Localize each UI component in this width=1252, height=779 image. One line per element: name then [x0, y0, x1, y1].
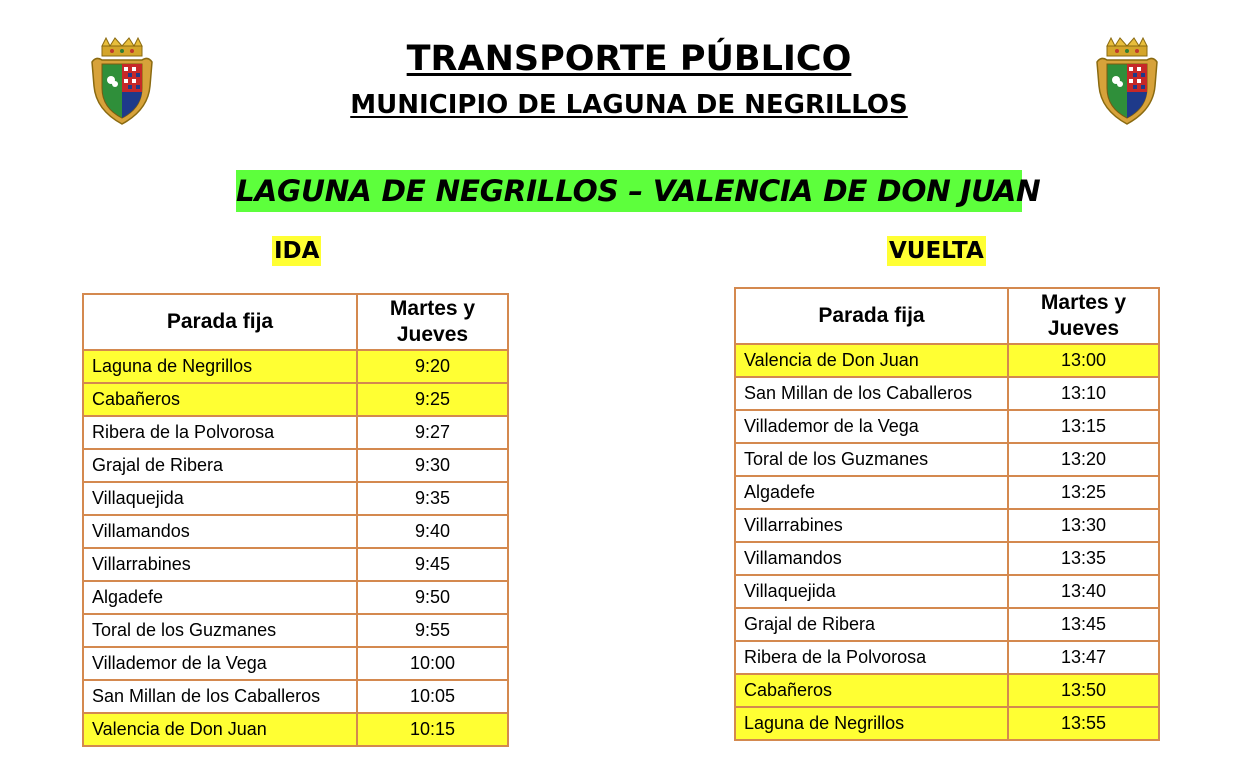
route-banner: LAGUNA DE NEGRILLOS – VALENCIA DE DON JUAN: [236, 170, 1022, 212]
departure-time-cell: 13:15: [1008, 410, 1159, 443]
departure-time-cell: 9:35: [357, 482, 508, 515]
table-row: [735, 377, 1159, 410]
stop-name-cell: Villademor de la Vega: [83, 647, 357, 680]
page-title: TRANSPORTE PÚBLICO: [406, 39, 852, 79]
table-row: [735, 575, 1159, 608]
ida-label: IDA: [274, 238, 320, 264]
departure-time-cell: 13:40: [1008, 575, 1159, 608]
departure-time-cell: 13:25: [1008, 476, 1159, 509]
stop-name-cell: Grajal de Ribera: [83, 449, 357, 482]
table-row: [83, 713, 508, 746]
time-column-header: [1008, 288, 1159, 344]
time-header-line-1: Martes y: [1040, 291, 1127, 314]
departure-time-cell: 9:40: [357, 515, 508, 548]
stop-name-cell: Villademor de la Vega: [735, 410, 1008, 443]
departure-time-cell: 13:50: [1008, 674, 1159, 707]
stop-name-cell: Villarrabines: [83, 548, 357, 581]
stop-name-cell: Villaquejida: [83, 482, 357, 515]
departure-time-cell: 13:10: [1008, 377, 1159, 410]
stop-name-cell: Villaquejida: [735, 575, 1008, 608]
stop-name-cell: Valencia de Don Juan: [83, 713, 357, 746]
departure-time-cell: 13:45: [1008, 608, 1159, 641]
table-row: [735, 509, 1159, 542]
stop-name-cell: Toral de los Guzmanes: [735, 443, 1008, 476]
table-row: [735, 707, 1159, 740]
stop-name-cell: Cabañeros: [83, 383, 357, 416]
stop-name-cell: Grajal de Ribera: [735, 608, 1008, 641]
table-row: [83, 416, 508, 449]
vuelta-schedule-table: [734, 287, 1160, 741]
stop-name-cell: Cabañeros: [735, 674, 1008, 707]
departure-time-cell: 13:47: [1008, 641, 1159, 674]
vuelta-label: VUELTA: [889, 238, 984, 264]
table-header-row: [83, 294, 508, 350]
departure-time-cell: 9:55: [357, 614, 508, 647]
departure-time-cell: 9:30: [357, 449, 508, 482]
stop-name-cell: Laguna de Negrillos: [83, 350, 357, 383]
departure-time-cell: 9:50: [357, 581, 508, 614]
departure-time-cell: 9:27: [357, 416, 508, 449]
stop-name-cell: Villamandos: [735, 542, 1008, 575]
stop-name-cell: Villarrabines: [735, 509, 1008, 542]
departure-time-cell: 10:05: [357, 680, 508, 713]
table-row: [735, 443, 1159, 476]
time-header-line-2: Jueves: [1047, 317, 1120, 340]
page-subtitle: MUNICIPIO DE LAGUNA DE NEGRILLOS: [350, 90, 908, 120]
stop-name-cell: San Millan de los Caballeros: [735, 377, 1008, 410]
table-row: [83, 581, 508, 614]
stop-name-cell: Laguna de Negrillos: [735, 707, 1008, 740]
departure-time-cell: 13:30: [1008, 509, 1159, 542]
stop-name-cell: Algadefe: [735, 476, 1008, 509]
table-row: [83, 515, 508, 548]
departure-time-cell: 10:00: [357, 647, 508, 680]
departure-time-cell: 13:55: [1008, 707, 1159, 740]
table-row: [83, 680, 508, 713]
time-header-line-1: Martes y: [389, 297, 476, 320]
departure-time-cell: 9:45: [357, 548, 508, 581]
stop-column-header: Parada fija: [83, 294, 357, 350]
stop-name-cell: Villamandos: [83, 515, 357, 548]
table-row: [83, 548, 508, 581]
departure-time-cell: 9:20: [357, 350, 508, 383]
table-row: [83, 383, 508, 416]
departure-time-cell: 9:25: [357, 383, 508, 416]
departure-time-cell: 10:15: [357, 713, 508, 746]
table-row: [83, 647, 508, 680]
time-header-line-2: Jueves: [396, 323, 469, 346]
stop-column-header: Parada fija: [735, 288, 1008, 344]
ida-schedule-table: [82, 293, 509, 747]
stop-name-cell: Algadefe: [83, 581, 357, 614]
departure-time-cell: 13:00: [1008, 344, 1159, 377]
time-column-header: [357, 294, 508, 350]
table-row: [83, 449, 508, 482]
stop-name-cell: Ribera de la Polvorosa: [83, 416, 357, 449]
table-row: [735, 641, 1159, 674]
table-row: [83, 350, 508, 383]
table-row: [735, 608, 1159, 641]
table-row: [735, 344, 1159, 377]
table-row: [83, 614, 508, 647]
table-row: [735, 410, 1159, 443]
table-row: [83, 482, 508, 515]
table-header-row: [735, 288, 1159, 344]
stop-name-cell: Ribera de la Polvorosa: [735, 641, 1008, 674]
table-row: [735, 476, 1159, 509]
stop-name-cell: Valencia de Don Juan: [735, 344, 1008, 377]
stop-name-cell: San Millan de los Caballeros: [83, 680, 357, 713]
departure-time-cell: 13:20: [1008, 443, 1159, 476]
table-row: [735, 542, 1159, 575]
stop-name-cell: Toral de los Guzmanes: [83, 614, 357, 647]
table-row: [735, 674, 1159, 707]
departure-time-cell: 13:35: [1008, 542, 1159, 575]
